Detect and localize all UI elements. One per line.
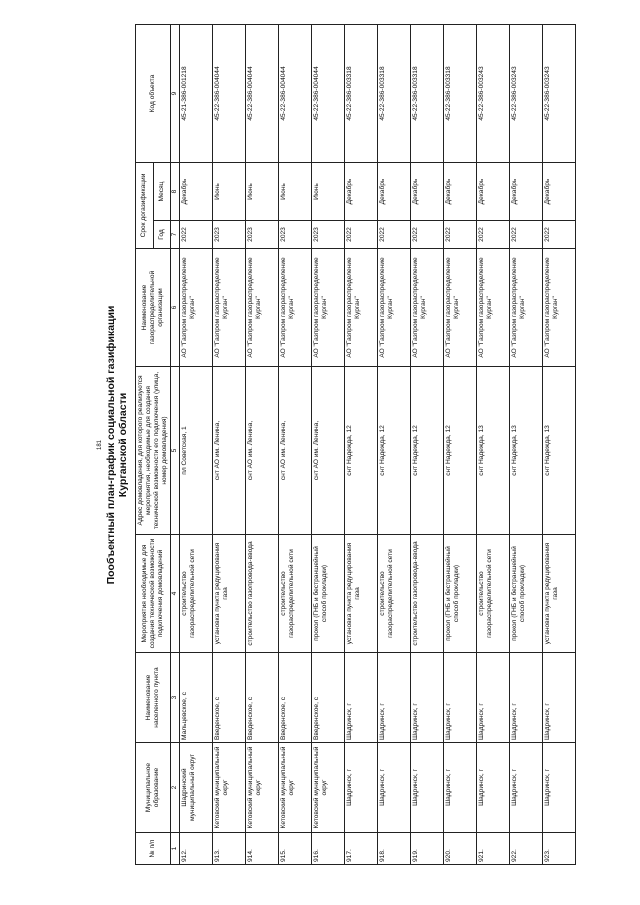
table-body [180, 25, 576, 865]
object-code-cell: 45-22-386-004044 [279, 25, 312, 163]
table-row [180, 25, 213, 865]
year-cell: 2023 [213, 221, 246, 249]
header-object-code: Код объекта [136, 25, 171, 163]
title-line-1: Пообъектный план-график социальной газификации [105, 305, 117, 585]
row-number: 912. [180, 833, 213, 865]
settlement-cell: Мальцевское, с [180, 653, 213, 743]
row-number: 920. [444, 833, 477, 865]
gasification-table [135, 24, 576, 865]
activity-cell: строительство газопровода-ввода [246, 535, 279, 653]
organization-cell: АО "Газпром газораспределение Курган" [411, 249, 444, 367]
document-title [105, 25, 129, 865]
address-cell: снт Надежда, 13 [543, 367, 576, 535]
table-row [411, 25, 444, 865]
year-cell: 2022 [543, 221, 576, 249]
municipality-cell: Шадринск, г [345, 743, 378, 833]
activity-cell: строительство газораспределительной сети [477, 535, 510, 653]
address-cell: снт Надежда, 13 [477, 367, 510, 535]
month-cell: Декабрь [444, 163, 477, 221]
settlement-cell: Введенское, с [279, 653, 312, 743]
municipality-cell: Шадринск, г [543, 743, 576, 833]
organization-cell: АО "Газпром газораспределение Курган" [246, 249, 279, 367]
settlement-cell: Шадринск, г [477, 653, 510, 743]
activity-cell: прокол (ГНБ и бестраншейный способ прокладки) [312, 535, 345, 653]
settlement-cell: Шадринск, г [444, 653, 477, 743]
year-cell: 2023 [312, 221, 345, 249]
activity-cell: установка пункта редуцирования газа [543, 535, 576, 653]
month-cell: Декабрь [345, 163, 378, 221]
month-cell: Июнь [213, 163, 246, 221]
row-number: 922. [510, 833, 543, 865]
year-cell: 2022 [510, 221, 543, 249]
activity-cell: установка пункта редуцирования газа [213, 535, 246, 653]
header-municipality: Муниципальное образование [136, 743, 171, 833]
table-row [213, 25, 246, 865]
table-row [246, 25, 279, 865]
activity-cell: строительство газопровода-ввода [411, 535, 444, 653]
activity-cell: строительство газораспределительной сети [279, 535, 312, 653]
object-code-cell: 45-21-386-001218 [180, 25, 213, 163]
activity-cell: прокол (ГНБ и бестраншейный способ прокладки) [444, 535, 477, 653]
row-number: 913. [213, 833, 246, 865]
settlement-cell: Шадринск, г [411, 653, 444, 743]
organization-cell: АО "Газпром газораспределение Курган" [213, 249, 246, 367]
organization-cell: АО "Газпром газораспределение Курган" [345, 249, 378, 367]
table-row [345, 25, 378, 865]
object-code-cell: 45-22-386-003318 [444, 25, 477, 163]
table-row [510, 25, 543, 865]
header-deadline: Срок догазификации [136, 163, 154, 249]
month-cell: Июнь [246, 163, 279, 221]
month-cell: Декабрь [543, 163, 576, 221]
row-number: 915. [279, 833, 312, 865]
year-cell: 2022 [444, 221, 477, 249]
year-cell: 2023 [246, 221, 279, 249]
month-cell: Декабрь [510, 163, 543, 221]
municipality-cell: Кетовский муниципальный округ [213, 743, 246, 833]
column-number: 9 [171, 25, 180, 163]
municipality-cell: Шадринск, г [510, 743, 543, 833]
year-cell: 2023 [279, 221, 312, 249]
address-cell: снт Надежда, 12 [411, 367, 444, 535]
header-activities: Мероприятия необходимые для создания технической возможности подключения домовладений [136, 535, 171, 653]
object-code-cell: 45-22-386-003318 [411, 25, 444, 163]
organization-cell: АО "Газпром газораспределение Курган" [180, 249, 213, 367]
organization-cell: АО "Газпром газораспределение Курган" [543, 249, 576, 367]
page-number: 181 [97, 440, 103, 451]
organization-cell: АО "Газпром газораспределение Курган" [279, 249, 312, 367]
activity-cell: строительство газораспределительной сети [378, 535, 411, 653]
month-cell: Июнь [312, 163, 345, 221]
header-settlement: Наименование населенного пункта [136, 653, 171, 743]
month-cell: Декабрь [378, 163, 411, 221]
settlement-cell: Введенское, с [246, 653, 279, 743]
address-cell: снт АО им. Ленина, [213, 367, 246, 535]
month-cell: Декабрь [477, 163, 510, 221]
header-organization: Наименование газораспределительной организации [136, 249, 171, 367]
activity-cell: прокол (ГНБ и бестраншейный способ прокладки) [510, 535, 543, 653]
month-cell: Декабрь [411, 163, 444, 221]
activity-cell: строительство газораспределительной сети [180, 535, 213, 653]
settlement-cell: Введенское, с [312, 653, 345, 743]
year-cell: 2022 [477, 221, 510, 249]
header-address: Адрес домовладения, для которого реализуются мероприятия, необходимые для создания технической возможности его подключения (улица, номер домовладения) [136, 367, 171, 535]
row-number: 923. [543, 833, 576, 865]
object-code-cell: 45-22-386-003318 [378, 25, 411, 163]
settlement-cell: Введенское, с [213, 653, 246, 743]
address-cell: снт АО им. Ленина, [279, 367, 312, 535]
address-cell: снт Надежда, 12 [378, 367, 411, 535]
address-cell: снт АО им. Ленина, [246, 367, 279, 535]
year-cell: 2022 [378, 221, 411, 249]
object-code-cell: 45-22-386-003318 [345, 25, 378, 163]
municipality-cell: Шадринский муниципальный округ [180, 743, 213, 833]
row-number: 914. [246, 833, 279, 865]
header-month: Месяц [153, 163, 171, 221]
year-cell: 2022 [345, 221, 378, 249]
row-number: 917. [345, 833, 378, 865]
row-number: 919. [411, 833, 444, 865]
column-number: 6 [171, 249, 180, 367]
month-cell: Декабрь [180, 163, 213, 221]
table-row [444, 25, 477, 865]
column-number: 3 [171, 653, 180, 743]
row-number: 918. [378, 833, 411, 865]
organization-cell: АО "Газпром газораспределение Курган" [510, 249, 543, 367]
object-code-cell: 45-22-386-003243 [510, 25, 543, 163]
activity-cell: установка пункта редуцирования газа [345, 535, 378, 653]
organization-cell: АО "Газпром газораспределение Курган" [477, 249, 510, 367]
object-code-cell: 45-22-386-003243 [543, 25, 576, 163]
year-cell: 2022 [180, 221, 213, 249]
address-cell: пл Советская, 1 [180, 367, 213, 535]
settlement-cell: Шадринск, г [543, 653, 576, 743]
settlement-cell: Шадринск, г [345, 653, 378, 743]
row-number: 921. [477, 833, 510, 865]
object-code-cell: 45-22-386-004044 [246, 25, 279, 163]
organization-cell: АО "Газпром газораспределение Курган" [312, 249, 345, 367]
row-number: 916. [312, 833, 345, 865]
municipality-cell: Кетовский муниципальный округ [312, 743, 345, 833]
header-year: Год [153, 221, 171, 249]
month-cell: Июнь [279, 163, 312, 221]
table-row [477, 25, 510, 865]
table-row [279, 25, 312, 865]
column-number: 5 [171, 367, 180, 535]
header-number: № п/п [136, 833, 171, 865]
object-code-cell: 45-22-386-004044 [312, 25, 345, 163]
column-number: 8 [171, 163, 180, 221]
organization-cell: АО "Газпром газораспределение Курган" [444, 249, 477, 367]
address-cell: снт АО им. Ленина, [312, 367, 345, 535]
address-cell: снт Надежда, 13 [510, 367, 543, 535]
table-row [543, 25, 576, 865]
column-number: 2 [171, 743, 180, 833]
rotated-document [91, 25, 606, 865]
address-cell: снт Надежда, 12 [345, 367, 378, 535]
municipality-cell: Кетовский муниципальный округ [279, 743, 312, 833]
column-number-row [171, 25, 180, 865]
municipality-cell: Шадринск, г [411, 743, 444, 833]
municipality-cell: Шадринск, г [378, 743, 411, 833]
municipality-cell: Кетовский муниципальный округ [246, 743, 279, 833]
object-code-cell: 45-22-386-003243 [477, 25, 510, 163]
settlement-cell: Шадринск, г [510, 653, 543, 743]
table-row [378, 25, 411, 865]
year-cell: 2022 [411, 221, 444, 249]
address-cell: снт Надежда, 12 [444, 367, 477, 535]
municipality-cell: Шадринск, г [477, 743, 510, 833]
object-code-cell: 45-22-386-004044 [213, 25, 246, 163]
column-number: 4 [171, 535, 180, 653]
settlement-cell: Шадринск, г [378, 653, 411, 743]
column-number: 1 [171, 833, 180, 865]
municipality-cell: Шадринск, г [444, 743, 477, 833]
column-number: 7 [171, 221, 180, 249]
table-row [312, 25, 345, 865]
title-line-2: Курганской области [117, 392, 129, 498]
organization-cell: АО "Газпром газораспределение Курган" [378, 249, 411, 367]
